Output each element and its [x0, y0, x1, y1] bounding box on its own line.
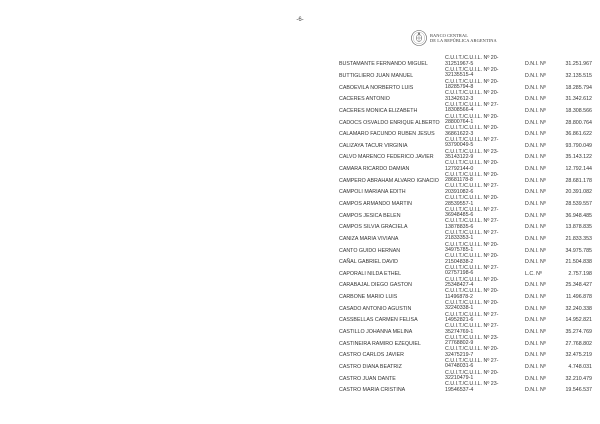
- cuit-number: 04748031-6: [445, 363, 474, 370]
- list-item: [0, 185, 600, 197]
- cuit-field: [445, 231, 498, 242]
- document-number: 28.539.557: [565, 200, 592, 207]
- document-number: 20.391.082: [565, 189, 592, 196]
- cuit-field: [445, 359, 498, 370]
- cuit-label: C.U.I.T./C.U.I.L. Nº 23-: [445, 381, 499, 388]
- cuit-number: 93790049-5: [445, 142, 474, 149]
- cuit-number: 12792144-0: [445, 165, 474, 172]
- list-item: [0, 232, 600, 244]
- cuit-number: 21504838-2: [445, 258, 474, 265]
- cuit-label: C.U.I.T./C.U.I.L. Nº 20-: [445, 195, 499, 202]
- person-name: CAPORALI NILDA ETHEL: [339, 270, 402, 277]
- document-type: D.N.I. Nº: [525, 387, 546, 394]
- cuit-number: 13878835-6: [445, 223, 474, 230]
- cuit-number: 18285794-8: [445, 84, 474, 91]
- cuit-number: 14952821-6: [445, 316, 474, 323]
- document-type: D.N.I. Nº: [525, 305, 546, 312]
- person-name: CASADO ANTONIO AGUSTIN: [339, 305, 412, 312]
- cuit-field: [445, 173, 498, 184]
- cuit-number: 21833353-1: [445, 235, 474, 242]
- document-type: D.N.I. Nº: [525, 154, 546, 161]
- cuit-number: 32210479-1: [445, 375, 474, 382]
- cuit-field: [445, 80, 498, 91]
- document-type: D.N.I. Nº: [525, 294, 546, 301]
- cuit-label: C.U.I.T./C.U.I.L. Nº 20-: [445, 160, 499, 167]
- cuit-label: C.U.I.T./C.U.I.L. Nº 20-: [445, 90, 499, 97]
- cuit-number: 32240338-1: [445, 305, 474, 312]
- document-number: 11.496.878: [565, 294, 592, 301]
- cuit-label: C.U.I.T./C.U.I.L. Nº 23-: [445, 334, 499, 341]
- list-item: [0, 371, 600, 383]
- list-item: [0, 336, 600, 348]
- cuit-field: [445, 324, 498, 335]
- person-name: CALIZAYA TACUR VIRGINIA: [339, 142, 408, 149]
- cuit-label: C.U.I.T./C.U.I.L. Nº 20-: [445, 288, 499, 295]
- cuit-field: [445, 266, 498, 277]
- cuit-field: [445, 243, 498, 254]
- person-name: CANTO GUIDO HERNAN: [339, 247, 401, 254]
- cuit-label: C.U.I.T./C.U.I.L. Nº 20-: [445, 299, 499, 306]
- cuit-number: 31342612-3: [445, 95, 474, 102]
- document-type: D.N.I. Nº: [525, 235, 546, 242]
- cuit-field: [445, 219, 498, 230]
- cuit-label: C.U.I.T./C.U.I.L. Nº 20-: [445, 125, 499, 132]
- cuit-label: C.U.I.T./C.U.I.L. Nº 27-: [445, 264, 499, 271]
- cuit-label: C.U.I.T./C.U.I.L. Nº 20-: [445, 346, 499, 353]
- cuit-label: C.U.I.T./C.U.I.L. Nº 27-: [445, 136, 499, 143]
- document-type: D.N.I. Nº: [525, 340, 546, 347]
- cuit-label: C.U.I.T./C.U.I.L. Nº 27-: [445, 230, 499, 237]
- document-type: D.N.I. Nº: [525, 107, 546, 114]
- person-name: CAÑAL GABRIEL DAVID: [339, 259, 398, 266]
- list-item: [0, 127, 600, 139]
- document-number: 36.861.622: [565, 131, 592, 138]
- list-item: [0, 115, 600, 127]
- list-item: [0, 208, 600, 220]
- document-number: 4.748.031: [568, 363, 592, 370]
- cuit-label: C.U.I.T./C.U.I.L. Nº 27-: [445, 311, 499, 318]
- cuit-number: 36948485-6: [445, 212, 474, 219]
- list-item: [0, 255, 600, 267]
- document-type: D.N.I. Nº: [525, 189, 546, 196]
- list-item: [0, 278, 600, 290]
- cuit-field: [445, 150, 498, 161]
- bcra-seal-icon: [411, 30, 427, 46]
- cuit-label: C.U.I.T./C.U.I.L. Nº 20-: [445, 113, 499, 120]
- document-type: D.N.I. Nº: [525, 224, 546, 231]
- list-item: [0, 360, 600, 372]
- cuit-field: [445, 196, 498, 207]
- cuit-label: C.U.I.T./C.U.I.L. Nº 20-: [445, 67, 499, 74]
- document-number: 21.504.838: [565, 259, 592, 266]
- cuit-label: C.U.I.T./C.U.I.L. Nº 20-: [445, 253, 499, 260]
- person-name: CARABAJAL DIEGO GASTON: [339, 282, 412, 289]
- person-name: CAMARA RICARDO DAMIAN: [339, 166, 410, 173]
- person-name: CACERES ANTONIO: [339, 96, 390, 103]
- document-type: D.N.I. Nº: [525, 317, 546, 324]
- document-type: D.N.I. Nº: [525, 119, 546, 126]
- person-name: CAMPOS JESICA BELEN: [339, 212, 401, 219]
- person-name: CALVO MARENCO FEDERICO JAVIER: [339, 154, 434, 161]
- cuit-label: C.U.I.T./C.U.I.L. Nº 27-: [445, 323, 499, 330]
- cuit-number: 19546537-4: [445, 386, 474, 393]
- document-number: 19.546.537: [565, 387, 592, 394]
- list-item: [0, 138, 600, 150]
- person-name: CASTRO JUAN DANTE: [339, 375, 396, 382]
- list-item: [0, 69, 600, 81]
- document-number: 32.240.338: [565, 305, 592, 312]
- person-name: CAMPOS ARMANDO MARTIN: [339, 200, 412, 207]
- cuit-number: 27768802-9: [445, 340, 474, 347]
- document-number: 28.800.764: [565, 119, 592, 126]
- cuit-field: [445, 347, 498, 358]
- document-number: 28.681.178: [565, 177, 592, 184]
- document-type: D.N.I. Nº: [525, 352, 546, 359]
- cuit-field: [445, 126, 498, 137]
- document-type: D.N.I. Nº: [525, 96, 546, 103]
- cuit-field: [445, 382, 498, 393]
- cuit-number: 25348427-4: [445, 281, 474, 288]
- person-name: CASTILLO JOHANNA MELINA: [339, 329, 413, 336]
- document-type: D.N.I. Nº: [525, 200, 546, 207]
- document-type: L.C. Nº: [525, 270, 542, 277]
- person-name: CANIZA MARIA VIVIANA: [339, 235, 399, 242]
- cuit-field: [445, 68, 498, 79]
- cuit-label: C.U.I.T./C.U.I.L. Nº 20-: [445, 369, 499, 376]
- person-name: CASTRO MARIA CRISTINA: [339, 387, 406, 394]
- person-name: CAMPERO ABRAHAM ALVARO IGNACIO: [339, 177, 439, 184]
- document-type: D.N.I. Nº: [525, 131, 546, 138]
- document-number: 12.792.144: [565, 166, 592, 173]
- person-name: BUSTAMANTE FERNANDO MIGUEL: [339, 61, 428, 68]
- cuit-field: [445, 371, 498, 382]
- person-name: CABOEVILA NORBERTO LUIS: [339, 84, 414, 91]
- document-number: 32.210.479: [565, 375, 592, 382]
- person-name: CAMPOS SILVIA GRACIELA: [339, 224, 408, 231]
- document-number: 35.274.769: [565, 329, 592, 336]
- document-type: D.N.I. Nº: [525, 282, 546, 289]
- document-type: D.N.I. Nº: [525, 84, 546, 91]
- list-item: [0, 197, 600, 209]
- cuit-field: [445, 56, 498, 67]
- cuit-number: 28539557-1: [445, 200, 474, 207]
- document-type: D.N.I. Nº: [525, 329, 546, 336]
- document-number: 35.143.122: [565, 154, 592, 161]
- cuit-field: [445, 103, 498, 114]
- list-item: [0, 243, 600, 255]
- document-number: 31.251.967: [565, 61, 592, 68]
- list-item: [0, 290, 600, 302]
- list-item: [0, 301, 600, 313]
- person-name: CASTRO DIANA BEATRIZ: [339, 363, 402, 370]
- document-number: 18.308.566: [565, 107, 592, 114]
- bank-name-line2: DE LA REPÚBLICA ARGENTINA: [430, 38, 497, 43]
- cuit-number: 36861622-3: [445, 130, 474, 137]
- document-number: 32.475.219: [565, 352, 592, 359]
- person-name: CARBONE MARIO LUIS: [339, 294, 398, 301]
- document-type: D.N.I. Nº: [525, 166, 546, 173]
- cuit-number: 11496878-2: [445, 293, 473, 300]
- cuit-field: [445, 278, 498, 289]
- list-item: [0, 383, 600, 395]
- list-item: [0, 150, 600, 162]
- list-item: [0, 325, 600, 337]
- document-number: 2.757.198: [568, 270, 592, 277]
- document-type: D.N.I. Nº: [525, 247, 546, 254]
- document-number: 21.833.353: [565, 235, 592, 242]
- document-number: 32.135.515: [565, 72, 592, 79]
- cuit-field: [445, 208, 498, 219]
- list-item: [0, 101, 600, 116]
- cuit-label: C.U.I.T./C.U.I.L. Nº 27-: [445, 183, 499, 190]
- list-item: [0, 264, 600, 279]
- cuit-number: 35274769-1: [445, 328, 474, 335]
- cuit-label: C.U.I.T./C.U.I.L. Nº 20-: [445, 276, 499, 283]
- cuit-number: 34975785-1: [445, 247, 474, 254]
- person-name: CASTINEIRA RAMIRO EZEQUIEL: [339, 340, 421, 347]
- person-name: CAMPOLI MARIANA EDITH: [339, 189, 406, 196]
- list-item: [0, 348, 600, 360]
- cuit-label: C.U.I.T./C.U.I.L. Nº 27-: [445, 218, 499, 225]
- person-list: [0, 57, 600, 395]
- cuit-field: [445, 336, 498, 347]
- person-name: BUTTIGLIERO JUAN MANUEL: [339, 72, 414, 79]
- cuit-field: [445, 184, 498, 195]
- cuit-label: C.U.I.T./C.U.I.L. Nº 20-: [445, 55, 499, 62]
- cuit-field: [445, 254, 498, 265]
- cuit-number: 28681178-8: [445, 177, 473, 184]
- document-type: D.N.I. Nº: [525, 72, 546, 79]
- person-name: CASTRO CARLOS JAVIER: [339, 352, 404, 359]
- list-item: [0, 220, 600, 232]
- document-number: 36.948.485: [565, 212, 592, 219]
- document-number: 34.975.785: [565, 247, 592, 254]
- cuit-label: C.U.I.T./C.U.I.L. Nº 20-: [445, 171, 499, 178]
- cuit-label: C.U.I.T./C.U.I.L. Nº 20-: [445, 241, 499, 248]
- cuit-field: [445, 313, 498, 324]
- cuit-number: 20391082-6: [445, 188, 474, 195]
- cuit-field: [445, 91, 498, 102]
- document-type: D.N.I. Nº: [525, 177, 546, 184]
- list-item: [0, 57, 600, 69]
- document-number: 27.768.802: [565, 340, 592, 347]
- cuit-label: C.U.I.T./C.U.I.L. Nº 20-: [445, 78, 499, 85]
- page-number: -6-: [296, 17, 304, 23]
- document-type: D.N.I. Nº: [525, 363, 546, 370]
- person-name: CALAMARO FACUNDO RUBEN JESUS: [339, 131, 435, 138]
- cuit-field: [445, 115, 498, 126]
- document-number: 18.285.794: [565, 84, 592, 91]
- cuit-field: [445, 161, 498, 172]
- cuit-number: 02757198-6: [445, 270, 474, 277]
- cuit-field: [445, 138, 498, 149]
- document-type: D.N.I. Nº: [525, 142, 546, 149]
- person-name: CASSBELLAS CARMEN FELISA: [339, 317, 418, 324]
- cuit-number: 28800764-1: [445, 119, 474, 126]
- list-item: [0, 313, 600, 325]
- person-name: CACERES MONICA ELIZABETH: [339, 107, 418, 114]
- document-number: 93.790.049: [565, 142, 592, 149]
- list-item: [0, 162, 600, 174]
- cuit-label: C.U.I.T./C.U.I.L. Nº 27-: [445, 358, 499, 365]
- list-item: [0, 80, 600, 92]
- list-item: [0, 92, 600, 104]
- document-type: D.N.I. Nº: [525, 212, 546, 219]
- document-type: D.N.I. Nº: [525, 61, 546, 68]
- list-item: [0, 173, 600, 185]
- cuit-label: C.U.I.T./C.U.I.L. Nº 23-: [445, 148, 499, 155]
- cuit-number: 32475219-7: [445, 351, 474, 358]
- cuit-number: 35143122-9: [445, 153, 474, 160]
- document-number: 14.952.821: [565, 317, 592, 324]
- document-number: 31.342.612: [565, 96, 592, 103]
- cuit-field: [445, 289, 498, 300]
- document-number: 25.348.427: [565, 282, 592, 289]
- bank-name-line1: BANCO CENTRAL: [430, 33, 469, 38]
- cuit-number: 18308566-4: [445, 107, 474, 114]
- cuit-label: C.U.I.T./C.U.I.L. Nº 27-: [445, 206, 499, 213]
- document-number: 13.878.835: [565, 224, 592, 231]
- letterhead: [411, 30, 497, 46]
- cuit-label: C.U.I.T./C.U.I.L. Nº 27-: [445, 101, 499, 108]
- cuit-number: 31251967-5: [445, 60, 474, 67]
- person-name: CADOCS OSVALDO ENRIQUE ALBERTO: [339, 119, 440, 126]
- document-type: D.N.I. Nº: [525, 259, 546, 266]
- cuit-number: 32135515-4: [445, 72, 474, 79]
- cuit-field: [445, 301, 498, 312]
- document-type: D.N.I. Nº: [525, 375, 546, 382]
